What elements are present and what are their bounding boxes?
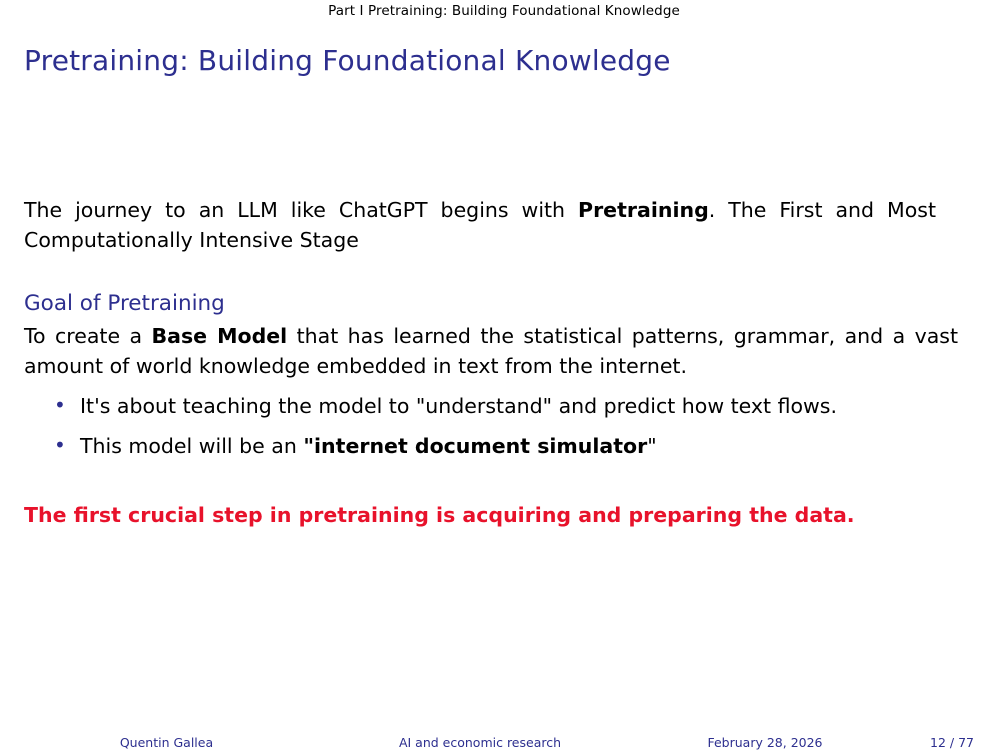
intro-text-bold: Pretraining bbox=[578, 198, 709, 222]
goal-text-bold: Base Model bbox=[151, 324, 288, 349]
intro-paragraph bbox=[24, 196, 936, 255]
bullet-2-text-bold: "internet document simulator bbox=[303, 433, 648, 458]
page-title: Pretraining: Building Foundational Knowledge bbox=[24, 44, 671, 77]
section-heading-goal: Goal of Pretraining bbox=[24, 291, 225, 317]
slide-footer bbox=[24, 733, 984, 751]
list-item bbox=[54, 392, 972, 422]
footer-page-number: 12 / 77 bbox=[930, 734, 974, 750]
slide-body bbox=[24, 196, 972, 548]
footer-date: February 28, 2026 bbox=[707, 734, 823, 750]
footer-author: Quentin Gallea bbox=[119, 734, 214, 750]
list-item bbox=[54, 432, 972, 462]
intro-text-after: . The First and Most Computationally Intensive Stage bbox=[24, 198, 937, 252]
goal-text-after: that has learned the statistical patterns, grammar, and a vast amount of world knowledge embedded in text from the internet. bbox=[24, 324, 958, 379]
intro-text-before: The journey to an LLM like ChatGPT begins with bbox=[24, 198, 579, 222]
bullet-1-text: It's about teaching the model to "understand" and predict how text flows. bbox=[80, 393, 838, 418]
footer-event: AI and economic research bbox=[398, 734, 562, 750]
alert-text: The first crucial step in pretraining is acquiring and preparing the data. bbox=[24, 503, 855, 528]
bullet-list bbox=[24, 392, 972, 461]
goal-paragraph bbox=[24, 322, 958, 381]
bullet-2-text-before: This model will be an bbox=[80, 433, 304, 458]
goal-text-before: To create a bbox=[24, 324, 152, 349]
bullet-2-text-after: " bbox=[647, 433, 657, 458]
slide-part-header: Part I Pretraining: Building Foundational Knowledge bbox=[328, 3, 680, 19]
